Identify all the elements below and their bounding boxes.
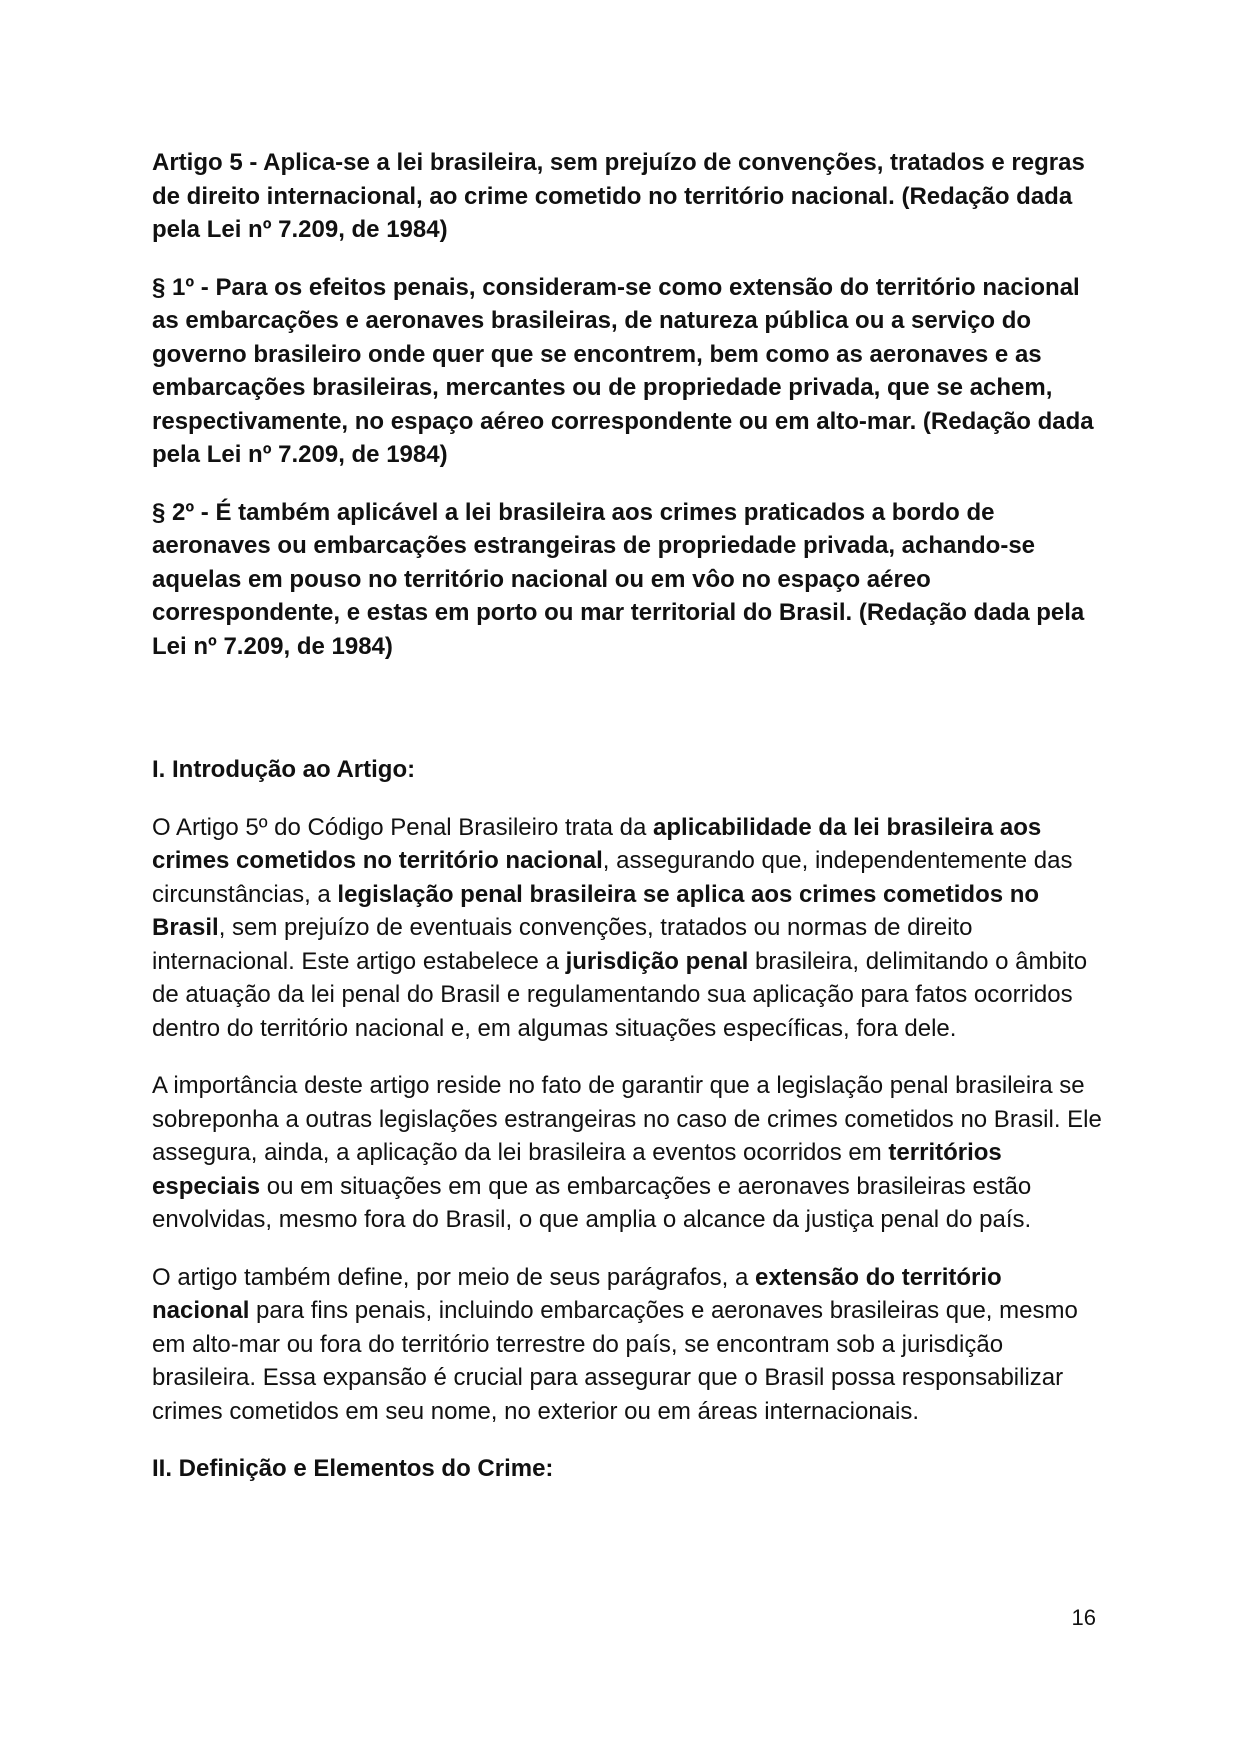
bold-run: aplicabilidade da lei brasileira aos crimes cometidos no território nacional — [152, 813, 1042, 874]
intro-paragraph-1 — [152, 811, 1102, 1046]
text-run: O artigo também define, por meio de seus parágrafos, a — [152, 1263, 755, 1291]
section-heading-introduction: I. Introdução ao Artigo: — [152, 756, 416, 783]
page-number: 16 — [1071, 1605, 1096, 1630]
law-article-5: Artigo 5 - Aplica-se a lei brasileira, sem prejuízo de convenções, tratados e regras de direito internacional, ao crime cometido no território nacional. (Redação dada pela Lei nº 7.209, de 1984) — [152, 149, 1085, 243]
bold-run: extensão do território nacional — [152, 1263, 1002, 1324]
law-paragraph-1: § 1º - Para os efeitos penais, consideram-se como extensão do território nacional as embarcações e aeronaves brasileiras, de natureza pública ou a serviço do governo brasileiro onde quer que se encontrem, bem como as aeronaves e as embarcações brasileiras, mercantes ou de propriedade privada, que se achem, respectivamente, no espaço aéreo correspondente ou em alto-mar. (Redação dada pela Lei nº 7.209, de 1984) — [152, 273, 1094, 468]
text-run: , assegurando que, independentemente das circunstâncias, a — [152, 847, 1073, 908]
law-paragraph-2: § 2º - É também aplicável a lei brasileira aos crimes praticados a bordo de aeronaves ou embarcações estrangeiras de propriedade privada, achando-se aquelas em pouso no território nacional ou em vôo no espaço aéreo correspondente, e estas em porto ou mar territorial do Brasil. (Redação dada pela Lei nº 7.209, de 1984) — [152, 498, 1085, 660]
text-run: O Artigo 5º do Código Penal Brasileiro trata da — [152, 813, 654, 841]
intro-paragraph-2 — [152, 1069, 1102, 1237]
intro-paragraph-3 — [152, 1261, 1102, 1429]
text-run: brasileira, delimitando o âmbito de atuação da lei penal do Brasil e regulamentando sua aplicação para fatos ocorridos dentro do território nacional e, em algumas situações específicas, fora dele. — [152, 947, 1088, 1042]
bold-run: territórios especiais — [152, 1139, 1002, 1200]
text-run: , sem prejuízo de eventuais convenções, tratados ou normas de direito internacional. Este artigo estabelece a — [152, 914, 973, 975]
text-run: A importância deste artigo reside no fato de garantir que a legislação penal brasileira se sobreponha a outras legislações estrangeiras no caso de crimes cometidos no Brasil. Ele assegura, ainda, a aplicação da lei brasileira a eventos ocorridos em — [152, 1072, 1102, 1166]
bold-run: jurisdição penal — [565, 947, 749, 975]
section-heading-definition: II. Definição e Elementos do Crime: — [152, 1455, 554, 1482]
bold-run: legislação penal brasileira se aplica aos crimes cometidos no Brasil — [152, 880, 1040, 941]
text-run: ou em situações em que as embarcações e aeronaves brasileiras estão envolvidas, mesmo fora do Brasil, o que amplia o alcance da justiça penal do país. — [152, 1172, 1032, 1233]
text-run: para fins penais, incluindo embarcações e aeronaves brasileiras que, mesmo em alto-mar ou fora do território terrestre do país, se encontram sob a jurisdição brasileira. Essa expansão é crucial para assegurar que o Brasil possa responsabilizar crimes cometidos em seu nome, no exterior ou em áreas internacionais. — [152, 1297, 1078, 1425]
document-page — [152, 146, 1102, 1486]
